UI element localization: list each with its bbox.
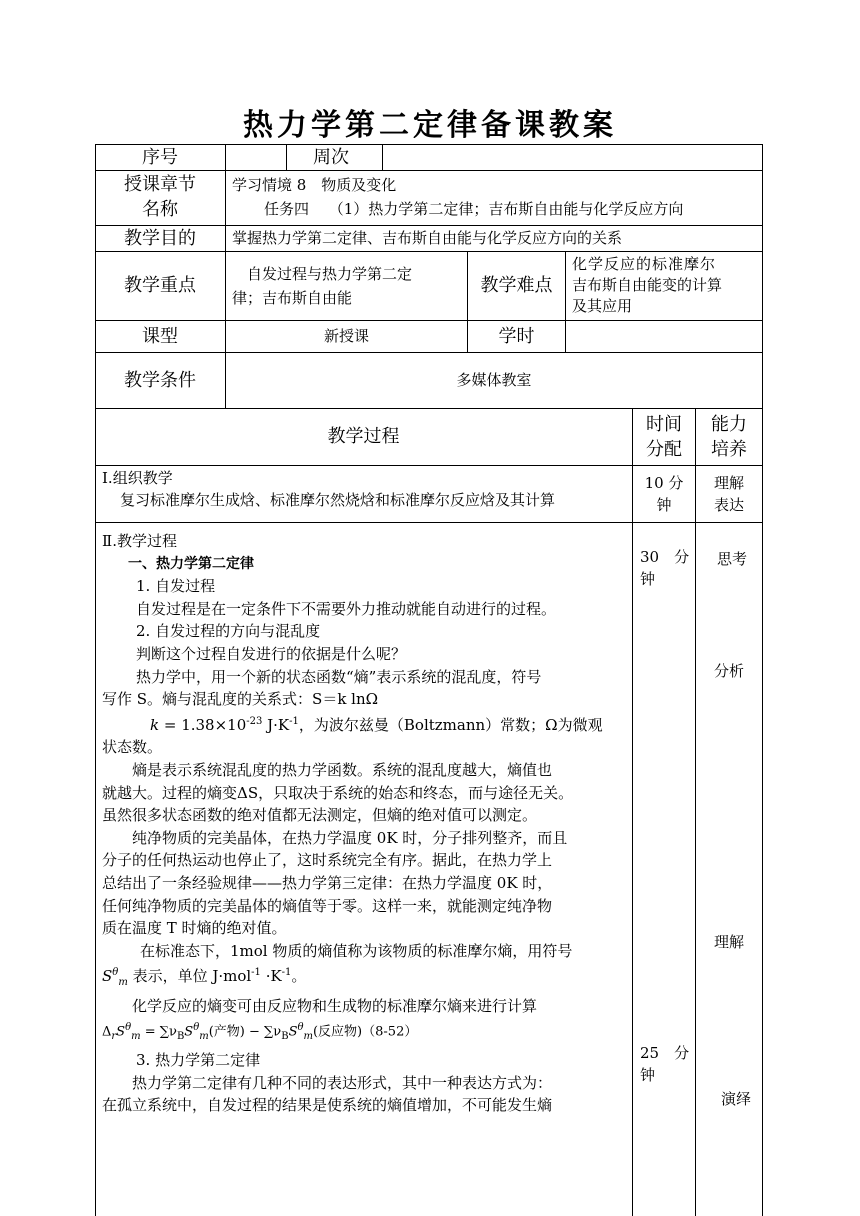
para-boltzmann bbox=[102, 711, 630, 737]
focus-value bbox=[232, 262, 464, 310]
difficulty-line1: 化学反应的标准摩尔 bbox=[572, 255, 717, 273]
s-unit-end: 。 bbox=[291, 967, 307, 986]
heading-direction: 2. 自发过程的方向与混乱度 bbox=[136, 622, 321, 641]
section2-time2-line2: 钟 bbox=[640, 1066, 656, 1084]
week-value bbox=[383, 145, 761, 170]
section1-ability-line1: 理解 bbox=[713, 474, 744, 492]
time-header-line1: 时间 bbox=[646, 414, 682, 435]
heading-second-law: 一、热力学第二定律 bbox=[128, 555, 254, 572]
ability-think: 思考 bbox=[716, 550, 747, 568]
section1-body bbox=[102, 467, 630, 511]
f-b1: B bbox=[176, 1031, 185, 1043]
para-std-entropy-2 bbox=[102, 962, 630, 995]
f-theta: θ bbox=[125, 1022, 132, 1034]
ability-header-line2: 培养 bbox=[711, 439, 747, 460]
s-theta: θ bbox=[112, 967, 119, 979]
conditions-label: 教学条件 bbox=[124, 370, 196, 391]
ability-understand: 理解 bbox=[713, 933, 744, 951]
formula-entropy-change: $\Delta_rS^\theta_m = \sum\nu_BS^\theta_m$(产物) − $\sum\nu_BS^\theta_m$(反应物)（8-52） bbox=[102, 1022, 418, 1043]
section1-time-line1: 10 分 bbox=[644, 474, 684, 492]
seq-value bbox=[226, 145, 286, 170]
s-m: m bbox=[118, 977, 128, 989]
para-question: 判断这个过程自发进行的依据是什么呢？ bbox=[136, 644, 407, 663]
s-unit-exp2: -1 bbox=[281, 967, 292, 979]
k-unit: J·K bbox=[262, 715, 290, 734]
para-std-entropy-1: 在标准态下，1mol 物质的熵值称为该物质的标准摩尔熵，用符号 bbox=[140, 941, 573, 960]
f-r: r bbox=[111, 1031, 117, 1043]
process-header: 教学过程 bbox=[327, 426, 400, 447]
section1-time bbox=[633, 472, 695, 516]
section1-title: Ⅰ.组织教学 bbox=[102, 469, 173, 487]
chapter-label-line1: 授课章节 bbox=[124, 174, 196, 195]
para-third-law-3: 总结出了一条经验规律——热力学第三定律：在热力学温度 0K 时， bbox=[102, 873, 553, 892]
chapter-value bbox=[232, 174, 757, 220]
section2-time2-line1: 25 分 bbox=[640, 1044, 690, 1062]
focus-line2: 律；吉布斯自由能 bbox=[232, 289, 353, 307]
focus-label: 教学重点 bbox=[124, 275, 196, 296]
para-entropy-def-2: 就越大。过程的熵变ΔS，只取决于系统的始态和终态，而与途径无关。 bbox=[102, 783, 574, 802]
para-third-law-5: 质在温度 T 时熵的绝对值。 bbox=[102, 919, 287, 938]
section1-text: 复习标准摩尔生成焓、标准摩尔然烧焓和标准摩尔反应焓及其计算 bbox=[120, 491, 556, 509]
ability-deduce: 演绎 bbox=[720, 1090, 751, 1108]
para-second-law-2: 在孤立系统中，自发过程的结果是使系统的熵值增加，不可能发生熵 bbox=[102, 1096, 553, 1115]
hours-label: 学时 bbox=[498, 326, 535, 347]
k-exponent: -23 bbox=[246, 715, 263, 727]
para-entropy-change: 化学反应的熵变可由反应物和生成物的标准摩尔熵来进行计算 bbox=[132, 996, 538, 1015]
time-header bbox=[633, 412, 695, 462]
conditions-value: 多媒体教室 bbox=[456, 371, 532, 389]
k-value: = 1.38×10 bbox=[159, 715, 247, 734]
para-second-law-1: 热力学第二定律有几种不同的表达形式，其中一种表达方式为： bbox=[132, 1073, 553, 1092]
s-symbol: S bbox=[102, 967, 113, 986]
f-s: S bbox=[116, 1024, 126, 1040]
para-third-law-1: 纯净物质的完美晶体，在热力学温度 0K 时，分子排列整齐，而且 bbox=[132, 828, 568, 847]
para-third-law-2: 分子的任何热运动也停止了，这时系统完全有序。据此，在热力学上 bbox=[102, 851, 553, 870]
f-delta: Δ bbox=[102, 1024, 112, 1040]
s-unit-text: 表示，单位 J·mol bbox=[127, 967, 252, 986]
para-spontaneous: 自发过程是在一定条件下不需要外力推动就能自动进行的过程。 bbox=[136, 599, 557, 618]
hours-value bbox=[566, 321, 762, 352]
k-symbol: k bbox=[150, 715, 160, 734]
time-header-line2: 分配 bbox=[646, 439, 682, 460]
s-unit-exp1: -1 bbox=[251, 967, 261, 979]
section1-time-line2: 钟 bbox=[656, 496, 672, 514]
ability-analyze: 分析 bbox=[713, 662, 744, 680]
section1-ability bbox=[696, 472, 762, 516]
chapter-label-line2: 名称 bbox=[142, 199, 178, 220]
para-entropy-1: 热力学中，用一个新的状态函数“熵”表示系统的混乱度，符号 bbox=[136, 667, 542, 686]
heading-second-law-3: 3. 热力学第二定律 bbox=[136, 1050, 261, 1069]
f-reactants: (反应物) bbox=[312, 1024, 363, 1040]
section2-time1-line2: 钟 bbox=[640, 570, 656, 588]
section2-time2 bbox=[640, 1042, 695, 1086]
k-description: ，为波尔兹曼（Boltzmann）常数；Ω为微观 bbox=[298, 715, 603, 734]
difficulty-label: 教学难点 bbox=[480, 275, 553, 296]
para-entropy-def-1: 熵是表示系统混乱度的热力学函数。系统的混乱度越大，熵值也 bbox=[132, 760, 553, 779]
type-value: 新授课 bbox=[323, 327, 369, 345]
section1-ability-line2: 表达 bbox=[713, 496, 744, 514]
difficulty-line3: 及其应用 bbox=[572, 297, 633, 315]
page-title: 热力学第二定律备课教案 bbox=[243, 108, 617, 143]
week-label: 周次 bbox=[313, 147, 349, 168]
difficulty-value bbox=[572, 254, 760, 317]
f-products: (产物) − ∑ν bbox=[208, 1024, 282, 1040]
para-entropy-def-3: 虽然很多状态函数的绝对值都无法测定，但熵的绝对值可以测定。 bbox=[102, 806, 538, 825]
heading-spontaneous: 1. 自发过程 bbox=[136, 577, 216, 596]
section2-title: Ⅱ.教学过程 bbox=[102, 532, 177, 550]
section2-time1 bbox=[640, 546, 695, 590]
f-number: （8-52） bbox=[362, 1024, 418, 1040]
s-unit-k: ·K bbox=[260, 967, 282, 986]
para-third-law-4: 任何纯净物质的完美晶体的熵值等于零。这样一来，就能测定纯净物 bbox=[102, 896, 553, 915]
k-unit-exponent: -1 bbox=[289, 715, 299, 727]
goal-value: 掌握热力学第二定律、吉布斯自由能与化学反应方向的关系 bbox=[232, 229, 623, 247]
focus-line1: 自发过程与热力学第二定 bbox=[232, 265, 413, 283]
difficulty-line2: 吉布斯自由能变的计算 bbox=[572, 276, 723, 294]
chapter-line2: 任务四 （1）热力学第二定律；吉布斯自由能与化学反应方向 bbox=[264, 200, 684, 218]
para-entropy-2: 写作 S。熵与混乱度的关系式：S＝k lnΩ bbox=[102, 690, 379, 709]
section2-body bbox=[102, 530, 630, 1117]
chapter-label bbox=[95, 172, 225, 222]
seq-label: 序号 bbox=[142, 147, 178, 168]
para-microstates: 状态数。 bbox=[102, 738, 163, 757]
goal-label: 教学目的 bbox=[124, 228, 196, 249]
f-m: m bbox=[131, 1031, 141, 1043]
section2-time1-line1: 30 分 bbox=[640, 548, 690, 566]
ability-header bbox=[696, 412, 762, 462]
f-sum1: = ∑ν bbox=[140, 1024, 177, 1040]
ability-header-line1: 能力 bbox=[711, 414, 747, 435]
chapter-line1: 学习情境 8 物质及变化 bbox=[232, 176, 397, 194]
type-label: 课型 bbox=[142, 326, 178, 347]
